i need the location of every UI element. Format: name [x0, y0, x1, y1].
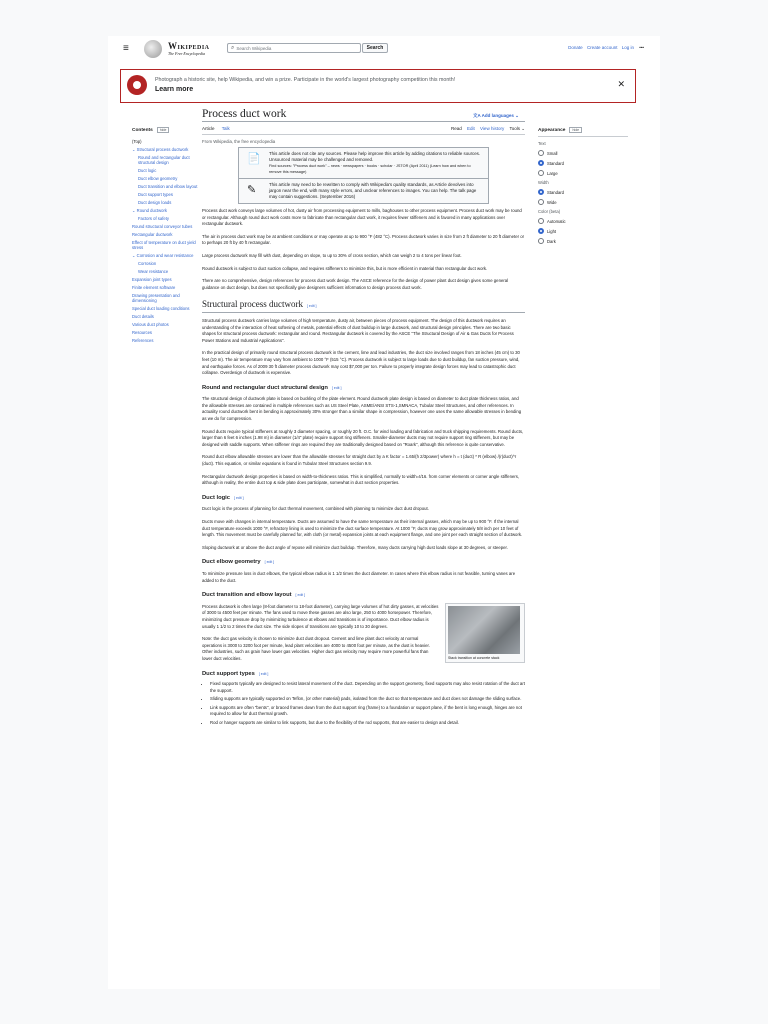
text-size-label: Text	[538, 141, 546, 146]
tab-edit[interactable]: Edit	[466, 126, 475, 131]
toc-item[interactable]: Round and rectangular duct structural design	[138, 155, 190, 165]
add-languages-button[interactable]: 文A Add languages ⌄	[473, 113, 519, 118]
radio-option[interactable]	[538, 170, 628, 176]
rewrite-notice	[238, 179, 489, 204]
paragraph: In the practical design of primarily round structural process ductwork in the cement, lime and lead industries, the duct size involved ranges from 18 inches (45 cm) to 30 feet (10 m). The air temperature may vary from ambient to 1000 °F (515 °C). Process ductwork is subject to large loads due to dust buildup, fan suction pressure, wind, and earthquake forces. As of 2009 30 ft diameter process ductwork may cost $7,000 per ton. Failure to properly integrate design forces may lead to catastrophic duct collapse. Overdesign of ductwork is expensive.	[202, 350, 520, 376]
toc-item[interactable]: Duct details	[132, 314, 154, 319]
radio-option[interactable]	[538, 238, 628, 244]
radio-button-icon[interactable]	[538, 150, 544, 156]
text-size-options	[538, 150, 628, 176]
paragraph: The structural design of ductwork plate is based on buckling of the plate element. Round ductwork plate design is based on diameter to duct plate thickness ratios, and the allowable stresses are contained in multiple references such as US Steel Plate, ASME/ANSI STS-1,SMNACA, Tubular Steel Structures, and other references. In actuality round ductwork bent in bending is approximately 30% stronger than a similar shape in compression, however one uses the same allowable stresses in bending as we do for compression.	[202, 396, 522, 422]
toc-items	[132, 139, 202, 343]
find-sources-text: Find sources: "Process duct work" – news · newspapers · books · scholar · JSTOR (April 2011) (Learn how and when to remove this message)	[269, 164, 471, 174]
toc-item[interactable]: Finite element software	[132, 285, 176, 290]
tools-dropdown[interactable]: Tools ⌄	[509, 126, 525, 131]
campaign-banner	[120, 69, 636, 103]
tab-view-history[interactable]: View history	[480, 126, 505, 131]
section-heading-structural	[202, 301, 525, 313]
radio-option[interactable]	[538, 160, 628, 166]
radio-label: Small	[547, 150, 558, 156]
toc-hide-button[interactable]: hide	[157, 127, 170, 133]
radio-label: Standard	[547, 189, 564, 195]
toc-title: Contents	[132, 128, 153, 133]
wikipedia-wordmark[interactable]: Wikipedia	[168, 41, 210, 51]
toc-item[interactable]: Various duct photos	[132, 322, 169, 327]
table-of-contents	[132, 128, 202, 346]
section-heading-round-rect	[202, 385, 525, 392]
article-body	[202, 147, 525, 729]
toc-item[interactable]: ⌄ Corrosion and wear resistance	[132, 253, 194, 258]
radio-label: Large	[547, 170, 558, 176]
list-item: • Fixed supports typically are designed to resist lateral movement of the duct. Depending on the support geometry, fixed supports may also resist rotation of the duct art the support.	[210, 681, 525, 694]
search-button[interactable]: Search	[362, 43, 388, 53]
paragraph: Process duct work conveys large volumes of hot, dusty air from processing equipment to mills, baghouses to other process equipment. Process duct work may be round or rectangular. Although round duct work costs more to fabricate than rectangular duct work, it requires fewer stiffeners and is favored in many applications over rectangular ductwork.	[202, 208, 522, 227]
paragraph: To minimize pressure loss in duct elbows, the typical elbow radius is 1 1/2 times the duct diameter. In cases where this elbow radius is not feasible, turning vanes are added to the duct.	[202, 570, 516, 583]
toc-item[interactable]: Duct elbow geometry	[138, 176, 178, 181]
paragraph: Round duct elbow allowable stresses are lower than the allowable stresses for straight duct by a K factor = 1.65/(h 2/3power) where h = t (duct) * R (elbow) /(r(duct)^r (duct). This equation, or similar equations is found in Tubular Steel Structures section 9.9.	[202, 454, 517, 467]
radio-button-icon[interactable]	[538, 228, 544, 234]
heading-text: Round and rectangular duct structural design	[202, 384, 328, 391]
color-options	[538, 218, 628, 244]
banner-text: Photograph a historic site, help Wikipedia, and win a prize. Participate in the world's largest photography competition this month!	[155, 77, 456, 83]
radio-option[interactable]	[538, 189, 628, 195]
site-header	[120, 40, 648, 60]
create-account-link[interactable]: Create account	[586, 45, 618, 50]
heading-text: Duct support types	[202, 670, 255, 677]
figure-caption: Stack transition at concrete stack	[448, 655, 500, 660]
login-link[interactable]: Log in	[621, 45, 634, 50]
title-divider	[202, 121, 525, 122]
paragraph: Rectangular ductwork design properties is based on width-to-thickness ratios. This is simplified, normally to width=t/16. from corner elements or corner angle stiffeners, although in reality, the entire duct top & side plate does participate, somewhat in duct section properties.	[202, 473, 520, 486]
search-input[interactable]	[227, 43, 361, 53]
toc-item[interactable]: Duct design loads	[138, 200, 172, 205]
toc-item[interactable]: Round structural conveyor tubes	[132, 224, 193, 229]
paragraph: Round ductwork is subject to duct suction collapse, and requires stiffeners to minimize this, but is more efficient in material than rectangular duct work.	[202, 265, 488, 271]
width-options	[538, 189, 628, 205]
paragraph: Process ductwork is often large (8-foot diameter to 18-foot diameter), carrying large volumes of hot dirty gasses, at velocities of 3000 to 4500 feet per minute. The fans used to move these gasses are also large, 250 to 4000 horsepower. Therefore, minimizing duct pressure drop by minimizing turbulence at elbows and transitions is of importance. Duct elbow radius is usually 1 1/2 to 2 times the duct size. The side slopes of transitions are typically 10 to 30 degrees.	[202, 603, 439, 629]
close-icon[interactable]: ✕	[617, 79, 625, 89]
edit-section-link[interactable]: [ edit ]	[331, 385, 342, 390]
pencil-icon: ✎	[247, 184, 257, 196]
tabs-divider	[202, 134, 525, 135]
radio-label: Dark	[547, 238, 556, 244]
paragraph: Structural process ductwork carries large volumes of high temperature, dusty air, between pieces of process equipment. The design of this ductwork requires an understanding of the interaction of heat softening of metals, potential effects of dust buildup in large ductwork, and structural design principles. There are two basic shapes for structural process ductwork: rectangular and round. Rectangular ductwork is covered by the ASCE "The Structural Design of Air & Gas Ducts for Process Power Stations and Industrial Applications".	[202, 317, 514, 343]
toc-item[interactable]: References	[132, 338, 154, 343]
section-heading-duct-logic	[202, 495, 525, 502]
search-placeholder: Search Wikipedia	[236, 45, 272, 51]
edit-section-link[interactable]: [ edit ]	[234, 495, 244, 500]
stack-transition-photo[interactable]	[448, 606, 520, 654]
toc-item[interactable]: Drawing presentation and dimensioning	[132, 293, 180, 303]
toc-item[interactable]: Wear resistance	[138, 269, 169, 274]
toc-item[interactable]: Duct support types	[138, 192, 173, 197]
radio-option[interactable]	[538, 228, 628, 234]
paragraph: Sloping ductwork at or above the duct angle of repose will minimize duct buildup. Therefore, many ducts carrying high dust loads slope at 30 degrees, or steeper.	[202, 544, 508, 550]
toc-item[interactable]: Factors of safety	[138, 216, 169, 221]
toc-item[interactable]: Resources	[132, 330, 153, 335]
toc-item[interactable]: Effect of temperature on duct yield stress	[132, 240, 196, 250]
page-title: Process duct work	[202, 108, 287, 120]
toc-item[interactable]: Special duct loading conditions	[132, 306, 190, 311]
page-container	[108, 36, 660, 989]
heading-text: Duct elbow geometry	[202, 559, 261, 566]
donate-link[interactable]: Donate	[568, 45, 583, 50]
document-icon: 📄	[247, 153, 261, 165]
toc-item[interactable]: ⌄ Round ductwork	[132, 208, 167, 213]
wiki-loves-monuments-icon	[127, 75, 147, 95]
from-wikipedia-note: From Wikipedia, the free encyclopedia	[202, 139, 276, 144]
edit-section-link[interactable]: [ edit ]	[306, 304, 317, 309]
radio-label: Wide	[547, 199, 557, 205]
list-item: • Rod or hanger supports are similar to link supports, but due to the flexibility of the rod supports, that are easier to design and detail.	[210, 720, 525, 727]
tab-read[interactable]: Read	[450, 126, 462, 131]
appearance-hide-button[interactable]: hide	[569, 127, 582, 133]
section-heading-transition	[202, 592, 525, 599]
radio-label: Standard	[547, 160, 564, 166]
wikipedia-globe-icon[interactable]	[144, 40, 162, 58]
unsourced-notice	[238, 147, 489, 179]
list-item: • Sliding supports are typically supported on Teflon, (or other material) pads, isolated from the duct so that temperature and duct does not damage the sliding surface.	[210, 696, 525, 703]
edit-section-link[interactable]: [ edit ]	[295, 593, 306, 598]
user-links	[565, 45, 644, 50]
section-heading-support-types	[202, 671, 525, 678]
edit-section-link[interactable]: [ edit ]	[258, 671, 269, 676]
paragraph: Large process ductwork may fill with dust, depending on slope, to up to 30% of cross section, which can weigh 2 to 4 tons per linear foot.	[202, 252, 462, 258]
toc-item[interactable]: Duct logic	[138, 168, 157, 173]
radio-label: Light	[547, 228, 557, 234]
rewrite-notice-text: This article may need to be rewritten to comply with Wikipedia's quality standards, as Article devolves into jargon near the end, with many style errors, and unclear references to images. You can help. The talk page may contain suggestions. (September 2016)	[269, 182, 477, 199]
toc-item[interactable]: Rectangular ductwork	[132, 232, 173, 237]
support-types-list	[202, 681, 525, 727]
tab-talk[interactable]: Talk	[221, 126, 230, 131]
tab-article[interactable]: Article	[202, 126, 215, 131]
list-item: • Link supports are often "bents", or braced frames down from the duct support ring (frame) to a foundation or support plane, if the bent is long enough, hinges are not required to allow for duct thermal growth.	[210, 705, 525, 718]
appearance-divider	[538, 136, 628, 137]
radio-label: Automatic	[547, 218, 566, 224]
learn-more-link[interactable]: Learn more	[155, 86, 194, 93]
radio-button-icon[interactable]	[538, 218, 544, 224]
toc-item[interactable]: Duct transition and elbow layout	[138, 184, 198, 189]
radio-option[interactable]	[538, 218, 628, 224]
toc-heading	[132, 128, 202, 133]
search-icon: ⌕	[231, 44, 235, 51]
edit-section-link[interactable]: [ edit ]	[264, 560, 275, 565]
radio-button-icon[interactable]	[538, 238, 544, 244]
more-options-icon[interactable]: •••	[639, 45, 644, 50]
paragraph: Round ducts require typical stiffeners at roughly 3 diameter spacing, or roughly 20 ft. O.C. for wind loading and fabrication and truck shipping requirements. Round ducts, larger than 6 feet 6 inches (1.98 m) in diameter (1/4" plate) require support ring stiffeners. Smaller-diameter ducts may not require support ring stiffeners, but may be designed with saddle supports. When stiffener rings are required they are traditionally designed based on "Roark", although this reference is quite conservative.	[202, 428, 524, 447]
radio-button-icon[interactable]	[538, 199, 544, 205]
section-heading-elbow-geometry	[202, 559, 525, 566]
stack-transition-figure[interactable]	[445, 603, 525, 664]
page-tabs	[202, 126, 525, 134]
color-label: Color (beta)	[538, 209, 561, 214]
wikipedia-tagline: The Free Encyclopedia	[168, 51, 206, 56]
appearance-heading	[538, 128, 628, 133]
heading-text: Duct logic	[202, 494, 231, 501]
toc-item[interactable]: Expansion joint types	[132, 277, 172, 282]
paragraph: Note: the duct gas velocity is chosen to minimize duct dust dropout. Cement and lime plant duct velocity at normal operations is 3000 to 3200 foot per minute, lead plant velocities are 4000 to 4500 foot per minute, as the dust is heavier. Other industries, such as grain have lower gas velocities. Higher duct gas velocity may require more powerful fans than lower duct velocities.	[202, 636, 430, 661]
paragraph: The air in process duct work may be at ambient conditions or may operate at up to 900 °F (482 °C). Process ductwork varies in size from 2 ft diameter to 20 ft diameter or to perhaps 20 ft by 40 ft rectangular.	[202, 233, 525, 246]
main-menu-icon[interactable]: ≡	[123, 43, 129, 54]
paragraph: There are no comprehensive, design references for process duct work design. The ASCE reference for the design of power plant duct design gives some general guidance on duct design, but does not specifically give designers sufficient information to design process duct work.	[202, 278, 509, 290]
toc-item[interactable]: Corrosion	[138, 261, 157, 266]
paragraph: Duct logic is the process of planning for duct thermal movement, combined with planning to minimize duct dust dropout.	[202, 506, 429, 512]
radio-option[interactable]	[538, 150, 628, 156]
heading-text: Structural process ductwork	[202, 299, 303, 310]
radio-button-icon[interactable]	[538, 170, 544, 176]
radio-option[interactable]	[538, 199, 628, 205]
appearance-panel	[538, 128, 628, 248]
appearance-title: Appearance	[538, 128, 566, 133]
radio-button-icon[interactable]	[538, 189, 544, 195]
toc-item[interactable]: (Top)	[132, 139, 142, 144]
unsourced-notice-text: This article does not cite any sources. Please help improve this article by adding citations to reliable sources. Unsourced material may be challenged and removed.	[269, 151, 481, 162]
paragraph: Ducts move with changes in internal temperature. Ducts are assumed to have the same temperature as their internal gasses, which may be up to 900 °F. If the internal duct temperature exceeds 1000 °F, refractory lining is used to minimize the duct surface temperature. At 1000 °F, ducts may grow approximately 5/8 inch per 10 feet of length. This movement must be carefully planned for, with cloth (or metal) expansion joints at each equipment flange, and one joint per each straight section of ductwork.	[202, 519, 523, 538]
radio-button-icon[interactable]	[538, 160, 544, 166]
toc-item[interactable]: ⌄ Structural process ductwork	[132, 147, 189, 152]
heading-text: Duct transition and elbow layout	[202, 592, 292, 599]
width-label: Width	[538, 180, 549, 185]
